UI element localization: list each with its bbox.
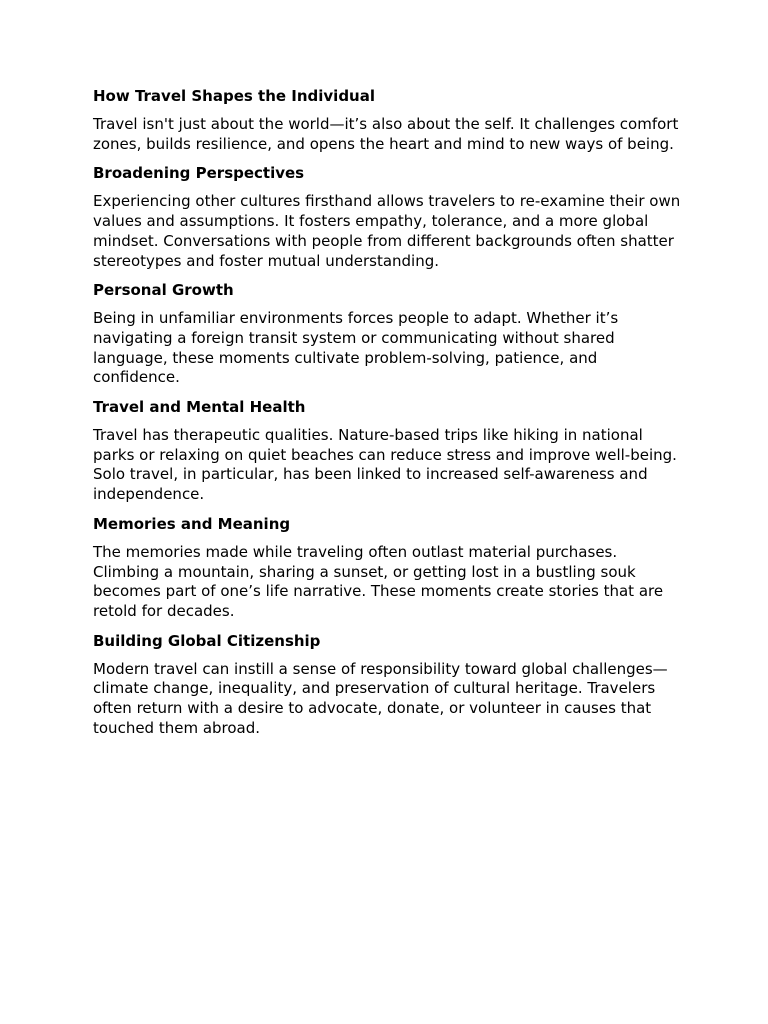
section-heading: Memories and Meaning — [93, 514, 291, 533]
section-paragraph: Modern travel can instill a sense of responsibility toward global challenges—climate change, inequality, and preservation of cultural heritage. Travelers often return with a desire to advocate, donate, or volunteer in causes that touched them abroad. — [93, 659, 668, 737]
section-personal-growth — [93, 280, 683, 388]
document-title: How Travel Shapes the Individual — [93, 87, 376, 105]
section-paragraph: Travel has therapeutic qualities. Nature-based trips like hiking in national parks or relaxing on quiet beaches can reduce stress and improve well-being. Solo travel, in particular, has been linked to increased self-awareness and independence. — [93, 426, 677, 504]
section-heading: Building Global Citizenship — [93, 631, 321, 650]
section-travel-and-mental-health — [93, 397, 683, 505]
section-paragraph: Experiencing other cultures firsthand allows travelers to re-examine their own values and assumptions. It fosters empathy, tolerance, and a more global mindset. Conversations with people from different backgrounds often shatter stereotypes and foster mutual understanding. — [93, 192, 681, 270]
section-memories-and-meaning — [93, 514, 683, 622]
section-heading: Broadening Perspectives — [93, 164, 305, 183]
section-heading: Personal Growth — [93, 281, 234, 300]
section-paragraph: Being in unfamiliar environments forces people to adapt. Whether it’s navigating a foreign transit system or communicating without shared language, these moments cultivate problem-solving, patience, and confidence. — [93, 309, 619, 387]
section-broadening-perspectives — [93, 163, 683, 271]
document-page — [93, 86, 683, 747]
section-heading: Travel and Mental Health — [93, 398, 306, 417]
section-building-global-citizenship — [93, 631, 683, 739]
intro-paragraph: Travel isn't just about the world—it’s also about the self. It challenges comfort zones, builds resilience, and opens the heart and mind to new ways of being. — [93, 115, 679, 153]
section-paragraph: The memories made while traveling often outlast material purchases. Climbing a mountain, sharing a sunset, or getting lost in a bustling souk becomes part of one’s life narrative. These moments create stories that are retold for decades. — [93, 542, 664, 620]
